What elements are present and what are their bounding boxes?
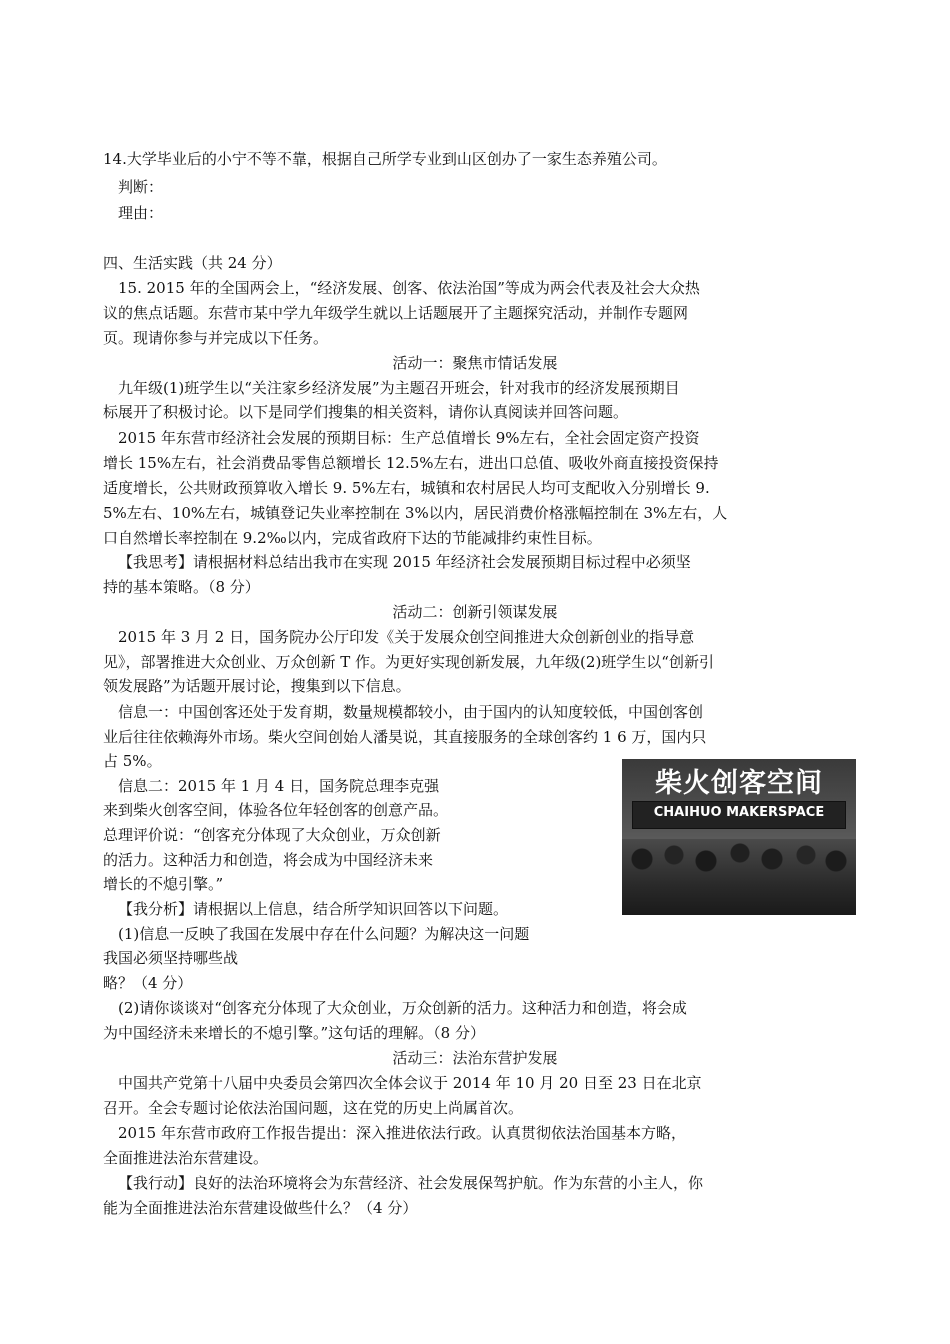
activity3-title: 活动三：法治东营护发展 xyxy=(392,1049,558,1067)
activity2-intro-line: 见》，部署推进大众创业、万众创新 T 作。为更好实现创新发展，九年级(2)班学生以“创新引 xyxy=(103,653,714,671)
info2-line: 总理评价说：“创客充分体现了大众创业，万众创新 xyxy=(103,826,441,844)
photo-sign-chinese: 柴火创客空间 xyxy=(655,768,823,799)
activity1-task-line: 持的基本策略。（8 分） xyxy=(103,578,260,596)
activity3-p1-line: 召开。全会专题讨论依法治国问题，这在党的历史上尚属首次。 xyxy=(103,1099,524,1117)
activity3-task-line: 【我行动】良好的法治环境将会为东营经济、社会发展保驾护航。作为东营的小主人，你 xyxy=(118,1174,704,1192)
activity2-q1-line: 略？（4 分） xyxy=(103,974,193,992)
section4-title: 四、生活实践（共 24 分） xyxy=(103,254,282,272)
makerspace-photo xyxy=(622,759,856,915)
q15-line: 15. 2015 年的全国两会上，“经济发展、创客、依法治国”等成为两会代表及社会大众热 xyxy=(118,279,700,297)
info2-line: 增长的不熄引擎。” xyxy=(103,875,224,893)
info1-line: 占 5%。 xyxy=(103,752,162,770)
activity2-intro-line: 2015 年 3 月 2 日，国务院办公厅印发《关于发展众创空间推进大众创新创业的指导意 xyxy=(118,628,695,646)
info1-line: 信息一：中国创客还处于发育期，数量规模都较小，由于国内的认知度较低，中国创客创 xyxy=(118,703,704,721)
photo-sign-english: CHAIHUO MAKERSPACE xyxy=(653,805,825,820)
activity2-q2-line: 为中国经济未来增长的不熄引擎。”这句话的理解。（8 分） xyxy=(103,1024,485,1042)
activity2-q1-line: 我国必须坚持哪些战 xyxy=(103,949,239,967)
activity3-p2-line: 全面推进法治东营建设。 xyxy=(103,1149,269,1167)
activity2-q2-line: (2)请你谈谈对“创客充分体现了大众创业，万众创新的活力。这种活力和创造，将会成 xyxy=(118,999,687,1017)
info2-line: 来到柴火创客空间，体验各位年轻创客的创意产品。 xyxy=(103,801,449,819)
photo-sign-band xyxy=(632,801,846,829)
q15-line: 议的焦点话题。东营市某中学九年级学生就以上话题展开了主题探究活动，并制作专题网 xyxy=(103,304,689,322)
activity1-material-line: 2015 年东营市经济社会发展的预期目标：生产总值增长 9%左右，全社会固定资产投资 xyxy=(118,429,700,447)
activity1-material-line: 适度增长，公共财政预算收入增长 9. 5%左右，城镇和农村居民人均可支配收入分别增长 9. xyxy=(103,479,710,497)
photo-crowd xyxy=(622,839,856,915)
info1-line: 业后往往依赖海外市场。柴火空间创始人潘昊说，其直接服务的全球创客约 1 6 万，国内只 xyxy=(103,728,707,746)
activity1-task-line: 【我思考】请根据材料总结出我市在实现 2015 年经济社会发展预期目标过程中必须坚 xyxy=(118,553,691,571)
q14-text: 14.大学毕业后的小宁不等不靠，根据自己所学专业到山区创办了一家生态养殖公司。 xyxy=(103,150,667,168)
info2-line: 信息二：2015 年 1 月 4 日，国务院总理李克强 xyxy=(118,777,440,795)
activity1-material-line: 增长 15%左右，社会消费品零售总额增长 12.5%左右，进出口总值、吸收外商直接投资保持 xyxy=(103,454,719,472)
activity1-intro-line: 标展开了积极讨论。以下是同学们搜集的相关资料，请你认真阅读并回答问题。 xyxy=(103,403,629,421)
q14-reason-label: 理由： xyxy=(118,204,164,222)
activity1-material-line: 口自然增长率控制在 9.2‰以内，完成省政府下达的节能减排约束性目标。 xyxy=(103,529,602,547)
activity3-p2-line: 2015 年东营市政府工作报告提出：深入推进依法行政。认真贯彻依法治国基本方略， xyxy=(118,1124,686,1142)
info2-line: 的活力。这种活力和创造，将会成为中国经济未来 xyxy=(103,851,434,869)
activity3-task-line: 能为全面推进法治东营建设做些什么？（4 分） xyxy=(103,1199,418,1217)
activity2-title: 活动二：创新引领谋发展 xyxy=(392,603,558,621)
activity2-q1-line: (1)信息一反映了我国在发展中存在什么问题？为解决这一问题 xyxy=(118,925,530,943)
activity2-intro-line: 领发展路”为话题开展讨论，搜集到以下信息。 xyxy=(103,677,411,695)
q15-line: 页。现请你参与并完成以下任务。 xyxy=(103,329,329,347)
activity1-intro-line: 九年级(1)班学生以“关注家乡经济发展”为主题召开班会，针对我市的经济发展预期目 xyxy=(118,379,680,397)
activity3-p1-line: 中国共产党第十八届中央委员会第四次全体会议于 2014 年 10 月 20 日至 23 日在北京 xyxy=(118,1074,702,1092)
activity2-analysis: 【我分析】请根据以上信息，结合所学知识回答以下问题。 xyxy=(118,900,509,918)
q14-judge-label: 判断： xyxy=(118,178,164,196)
activity1-title: 活动一：聚焦市情话发展 xyxy=(392,354,558,372)
activity1-material-line: 5%左右、10%左右，城镇登记失业率控制在 3%以内，居民消费价格涨幅控制在 3%左右，人 xyxy=(103,504,728,522)
